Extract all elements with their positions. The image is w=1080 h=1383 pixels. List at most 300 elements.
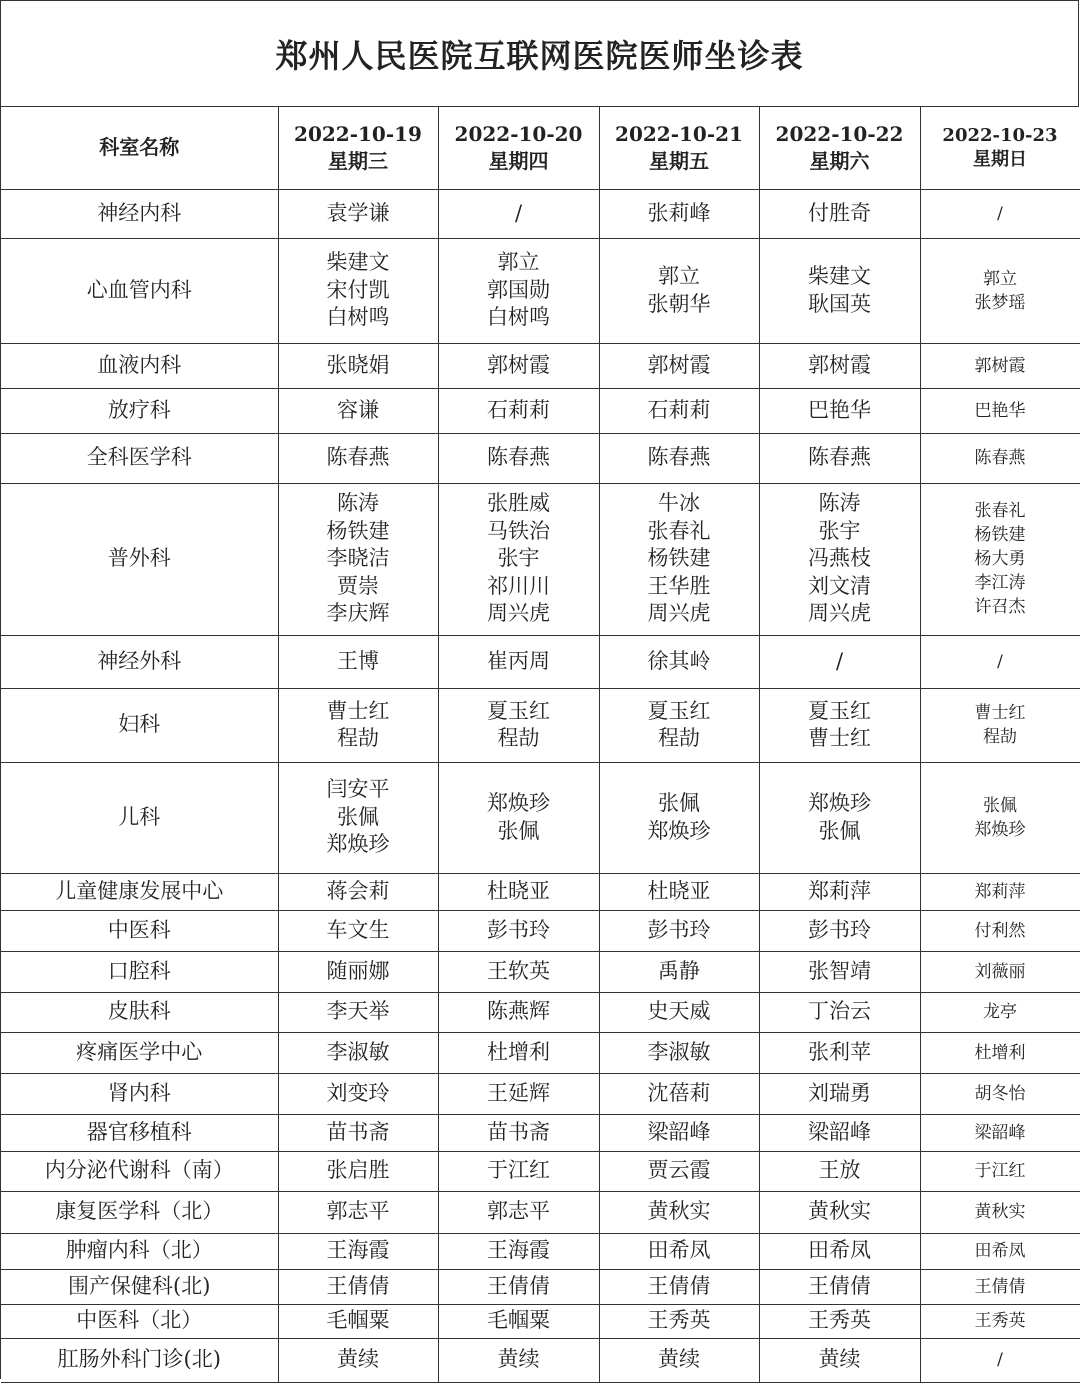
doctor-cell bbox=[599, 635, 759, 688]
doctor-cell bbox=[920, 1073, 1080, 1114]
table-row bbox=[1, 433, 1080, 483]
doctor-name: 郭立 bbox=[983, 268, 1017, 289]
doctor-name: 容谦 bbox=[337, 397, 379, 422]
table-row bbox=[1, 1114, 1080, 1151]
doctor-name: 张佩 bbox=[983, 795, 1017, 816]
doctor-name: 贾云霞 bbox=[647, 1158, 711, 1183]
doctor-name: 李淑敏 bbox=[647, 1039, 711, 1064]
doctor-cell bbox=[920, 1151, 1080, 1191]
doctor-cell bbox=[920, 1032, 1080, 1073]
doctor-name: 张佩 bbox=[658, 791, 700, 815]
dept-cell: 中医科 bbox=[1, 910, 278, 951]
doctor-cell bbox=[920, 910, 1080, 951]
doctor-name: 周兴虎 bbox=[808, 601, 871, 626]
doctor-name: 程劼 bbox=[497, 726, 540, 750]
doctor-name: 郭树霞 bbox=[487, 352, 550, 377]
doctor-cell bbox=[438, 1191, 599, 1233]
doctor-cell bbox=[759, 951, 920, 992]
doctor-name: 张春礼 bbox=[647, 518, 711, 543]
doctor-name: 陈涛 bbox=[337, 491, 379, 516]
doctor-name: 梁韶峰 bbox=[808, 1119, 871, 1144]
table-row bbox=[1, 1304, 1080, 1338]
doctor-name: 张晓娟 bbox=[326, 352, 390, 377]
doctor-name: 张梦瑶 bbox=[974, 292, 1026, 313]
doctor-cell bbox=[599, 483, 759, 635]
doctor-name: 张朝华 bbox=[647, 291, 711, 316]
doctor-cell bbox=[438, 1304, 599, 1338]
dept-cell: 全科医学科 bbox=[1, 433, 278, 483]
doctor-name: 杨铁建 bbox=[647, 546, 711, 571]
doctor-name: 杨铁建 bbox=[974, 525, 1026, 545]
doctor-cell bbox=[438, 762, 599, 873]
doctor-name: 彭书玲 bbox=[647, 917, 711, 942]
doctor-name: 郭树霞 bbox=[647, 352, 711, 377]
doctor-cell bbox=[278, 1151, 438, 1191]
table-row bbox=[1, 1233, 1080, 1269]
doctor-name: 曹士红 bbox=[974, 703, 1026, 723]
doctor-cell bbox=[920, 1233, 1080, 1269]
table-row bbox=[1, 343, 1080, 388]
doctor-name: 程劼 bbox=[983, 727, 1017, 747]
doctor-name: 于江红 bbox=[974, 1161, 1026, 1181]
doctor-name: 石莉莉 bbox=[647, 397, 711, 422]
doctor-name: 王海霞 bbox=[487, 1238, 550, 1263]
doctor-cell bbox=[920, 1304, 1080, 1338]
doctor-name: 王秀英 bbox=[974, 1311, 1026, 1331]
doctor-name: / bbox=[514, 200, 523, 225]
doctor-name: 毛帼粟 bbox=[487, 1308, 550, 1333]
doctor-name: 张利苹 bbox=[808, 1039, 871, 1064]
doctor-cell bbox=[278, 1191, 438, 1233]
doctor-name: 郭立 bbox=[497, 250, 540, 275]
doctor-name: 田希凤 bbox=[647, 1238, 711, 1263]
doctor-name: 王倩倩 bbox=[647, 1273, 711, 1298]
dept-cell: 放疗科 bbox=[1, 388, 278, 433]
dept-cell: 神经内科 bbox=[1, 189, 278, 238]
doctor-name: 于江红 bbox=[487, 1158, 550, 1183]
doctor-name: 袁学谦 bbox=[326, 200, 390, 225]
doctor-name: 夏玉红 bbox=[808, 698, 871, 723]
dept-cell: 肿瘤内科（北） bbox=[1, 1233, 278, 1269]
table-row bbox=[1, 910, 1080, 951]
doctor-name: 李天举 bbox=[326, 999, 390, 1024]
doctor-cell bbox=[438, 1151, 599, 1191]
doctor-name: 夏玉红 bbox=[647, 698, 711, 723]
doctor-name: 程劼 bbox=[658, 726, 700, 750]
doctor-cell bbox=[759, 483, 920, 635]
doctor-cell bbox=[438, 1233, 599, 1269]
doctor-cell bbox=[438, 992, 599, 1032]
doctor-name: 闫安平 bbox=[326, 777, 390, 802]
doctor-name: 李庆辉 bbox=[326, 601, 390, 626]
doctor-name: 徐其岭 bbox=[647, 648, 711, 673]
dept-cell: 口腔科 bbox=[1, 951, 278, 992]
doctor-cell bbox=[759, 189, 920, 238]
table-row bbox=[1, 1338, 1080, 1382]
day-header: 2022-10-20 星期四 bbox=[438, 107, 599, 189]
doctor-cell bbox=[278, 992, 438, 1032]
doctor-name: 禹静 bbox=[658, 958, 700, 983]
doctor-cell bbox=[278, 1032, 438, 1073]
dept-cell: 内分泌代谢科（南） bbox=[1, 1151, 278, 1191]
doctor-cell bbox=[278, 189, 438, 238]
doctor-name: 随丽娜 bbox=[326, 958, 390, 983]
doctor-cell bbox=[278, 1269, 438, 1304]
doctor-cell bbox=[759, 1032, 920, 1073]
doctor-name: 陈春燕 bbox=[326, 445, 390, 470]
doctor-name: 许召杰 bbox=[974, 597, 1026, 617]
doctor-name: 张莉峰 bbox=[647, 200, 711, 225]
doctor-cell bbox=[278, 1304, 438, 1338]
doctor-name: 陈春燕 bbox=[974, 448, 1026, 468]
table-row bbox=[1, 992, 1080, 1032]
doctor-cell bbox=[278, 1073, 438, 1114]
dept-cell: 中医科（北） bbox=[1, 1304, 278, 1338]
doctor-cell bbox=[759, 1233, 920, 1269]
doctor-name: 陈春燕 bbox=[808, 445, 871, 470]
doctor-cell bbox=[920, 483, 1080, 635]
doctor-cell bbox=[920, 992, 1080, 1032]
doctor-name: 刘薇丽 bbox=[974, 961, 1026, 982]
page-title: 郑州人民医院互联网医院医师坐诊表 bbox=[1, 1, 1079, 107]
doctor-name: 刘文清 bbox=[808, 573, 871, 598]
doctor-name: 梁韶峰 bbox=[974, 1122, 1026, 1143]
doctor-cell bbox=[599, 1032, 759, 1073]
doctor-cell bbox=[278, 343, 438, 388]
doctor-name: 彭书玲 bbox=[487, 917, 550, 942]
doctor-cell bbox=[438, 688, 599, 762]
doctor-name: 程劼 bbox=[337, 726, 379, 750]
doctor-name: 李晓洁 bbox=[326, 546, 390, 571]
doctor-name: 郭志平 bbox=[487, 1199, 550, 1224]
doctor-name: 梁韶峰 bbox=[647, 1119, 711, 1144]
doctor-cell bbox=[599, 1269, 759, 1304]
doctor-name: 王放 bbox=[818, 1158, 861, 1183]
doctor-cell bbox=[759, 1151, 920, 1191]
doctor-name: 柴建文 bbox=[326, 250, 390, 275]
doctor-name: 王倩倩 bbox=[326, 1273, 390, 1298]
table-row bbox=[1, 483, 1080, 635]
doctor-cell bbox=[759, 762, 920, 873]
doctor-cell bbox=[438, 388, 599, 433]
doctor-cell bbox=[920, 189, 1080, 238]
doctor-name: 杨铁建 bbox=[326, 518, 390, 543]
doctor-name: 李江涛 bbox=[974, 573, 1026, 593]
doctor-cell bbox=[438, 873, 599, 910]
doctor-cell bbox=[278, 1114, 438, 1151]
doctor-name: 黄秋实 bbox=[808, 1199, 871, 1224]
dept-cell: 皮肤科 bbox=[1, 992, 278, 1032]
doctor-name: / bbox=[997, 651, 1003, 672]
doctor-cell bbox=[920, 1338, 1080, 1382]
doctor-cell bbox=[438, 635, 599, 688]
doctor-cell bbox=[599, 189, 759, 238]
dept-cell: 儿科 bbox=[1, 762, 278, 873]
doctor-cell bbox=[759, 343, 920, 388]
doctor-name: 陈春燕 bbox=[487, 445, 550, 470]
doctor-name: 郭树霞 bbox=[974, 355, 1026, 376]
doctor-name: 胡冬怡 bbox=[974, 1083, 1026, 1104]
doctor-name: 张宇 bbox=[497, 546, 540, 571]
table-row bbox=[1, 189, 1080, 238]
doctor-cell bbox=[759, 1191, 920, 1233]
doctor-name: / bbox=[997, 1350, 1003, 1370]
doctor-cell bbox=[759, 688, 920, 762]
doctor-name: 巴艳华 bbox=[808, 397, 871, 422]
doctor-name: 曹士红 bbox=[326, 698, 390, 723]
dept-cell: 肛肠外科门诊(北) bbox=[1, 1338, 278, 1382]
doctor-name: 马铁治 bbox=[487, 518, 550, 543]
doctor-cell bbox=[920, 635, 1080, 688]
doctor-name: 王海霞 bbox=[326, 1238, 390, 1263]
doctor-cell bbox=[599, 1151, 759, 1191]
doctor-name: / bbox=[997, 203, 1003, 224]
doctor-name: 张启胜 bbox=[326, 1158, 390, 1183]
doctor-name: 刘变玲 bbox=[326, 1080, 390, 1105]
doctor-cell bbox=[438, 1032, 599, 1073]
doctor-name: 郑莉萍 bbox=[974, 881, 1026, 902]
doctor-cell bbox=[599, 1073, 759, 1114]
doctor-cell bbox=[599, 688, 759, 762]
doctor-cell bbox=[438, 1073, 599, 1114]
doctor-cell bbox=[599, 992, 759, 1032]
doctor-name: 车文生 bbox=[326, 917, 390, 942]
dept-cell: 血液内科 bbox=[1, 343, 278, 388]
doctor-name: 陈春燕 bbox=[647, 445, 711, 470]
doctor-name: 崔丙周 bbox=[487, 648, 550, 673]
doctor-name: 夏玉红 bbox=[487, 698, 550, 723]
doctor-cell bbox=[438, 951, 599, 992]
doctor-name: 陈涛 bbox=[818, 491, 861, 516]
doctor-name: 杨大勇 bbox=[974, 549, 1026, 569]
doctor-cell bbox=[920, 388, 1080, 433]
doctor-cell bbox=[759, 1269, 920, 1304]
schedule-table bbox=[1, 107, 1080, 1383]
doctor-cell bbox=[920, 873, 1080, 910]
doctor-name: 苗书斋 bbox=[326, 1119, 390, 1144]
doctor-cell bbox=[920, 1191, 1080, 1233]
table-row bbox=[1, 1191, 1080, 1233]
doctor-name: 石莉莉 bbox=[487, 397, 550, 422]
doctor-cell bbox=[278, 910, 438, 951]
doctor-name: 郭立 bbox=[658, 264, 700, 288]
doctor-cell bbox=[759, 1073, 920, 1114]
doctor-name: 史天威 bbox=[647, 999, 711, 1024]
doctor-cell bbox=[599, 951, 759, 992]
doctor-cell bbox=[278, 483, 438, 635]
doctor-cell bbox=[278, 388, 438, 433]
doctor-cell bbox=[599, 762, 759, 873]
doctor-cell bbox=[759, 1304, 920, 1338]
doctor-name: 付利然 bbox=[974, 920, 1026, 941]
doctor-name: 龙亭 bbox=[983, 1002, 1017, 1022]
doctor-name: 田希凤 bbox=[808, 1238, 871, 1263]
doctor-name: 王倩倩 bbox=[487, 1273, 550, 1298]
doctor-name: 王倩倩 bbox=[974, 1276, 1026, 1297]
doctor-name: 牛冰 bbox=[658, 491, 700, 516]
doctor-name: 毛帼粟 bbox=[326, 1308, 390, 1333]
doctor-cell bbox=[438, 1338, 599, 1382]
doctor-name: 张胜威 bbox=[487, 491, 550, 516]
doctor-cell bbox=[599, 1304, 759, 1338]
doctor-name: 郭国勋 bbox=[487, 277, 550, 302]
doctor-name: 郑焕珍 bbox=[974, 819, 1026, 840]
doctor-name: 蒋会莉 bbox=[326, 878, 390, 903]
dept-cell: 神经外科 bbox=[1, 635, 278, 688]
doctor-name: 彭书玲 bbox=[808, 917, 871, 942]
doctor-name: 田希凤 bbox=[974, 1241, 1026, 1261]
doctor-cell bbox=[278, 433, 438, 483]
doctor-cell bbox=[278, 688, 438, 762]
dept-cell: 肾内科 bbox=[1, 1073, 278, 1114]
doctor-cell bbox=[599, 238, 759, 343]
doctor-cell bbox=[438, 189, 599, 238]
doctor-name: 郑焕珍 bbox=[808, 791, 871, 815]
doctor-name: 张智靖 bbox=[808, 958, 871, 983]
doctor-name: 张佩 bbox=[818, 818, 861, 843]
doctor-cell bbox=[759, 910, 920, 951]
doctor-name: 黄续 bbox=[337, 1347, 379, 1372]
doctor-cell bbox=[438, 483, 599, 635]
doctor-cell bbox=[920, 433, 1080, 483]
doctor-name: 郑焕珍 bbox=[326, 832, 390, 857]
doctor-cell bbox=[599, 388, 759, 433]
day-header: 2022-10-23 星期日 bbox=[920, 107, 1080, 189]
doctor-cell bbox=[920, 238, 1080, 343]
table-row bbox=[1, 1151, 1080, 1191]
doctor-cell bbox=[759, 1338, 920, 1382]
doctor-name: 白树鸣 bbox=[326, 305, 390, 330]
doctor-name: 丁治云 bbox=[808, 999, 871, 1024]
day-header: 2022-10-21 星期五 bbox=[599, 107, 759, 189]
doctor-cell bbox=[278, 951, 438, 992]
table-row bbox=[1, 688, 1080, 762]
doctor-name: 黄续 bbox=[497, 1347, 540, 1372]
doctor-cell bbox=[759, 238, 920, 343]
doctor-name: 宋付凯 bbox=[326, 277, 390, 302]
table-row bbox=[1, 873, 1080, 910]
doctor-cell bbox=[599, 343, 759, 388]
dept-cell: 妇科 bbox=[1, 688, 278, 762]
dept-cell: 围产保健科(北) bbox=[1, 1269, 278, 1304]
doctor-cell bbox=[599, 1338, 759, 1382]
doctor-name: 张佩 bbox=[337, 804, 379, 829]
schedule-body bbox=[1, 189, 1080, 1382]
doctor-cell bbox=[759, 635, 920, 688]
doctor-cell bbox=[920, 762, 1080, 873]
doctor-cell bbox=[278, 873, 438, 910]
doctor-name: 周兴虎 bbox=[647, 601, 711, 626]
doctor-name: 张宇 bbox=[818, 518, 861, 543]
doctor-name: 王博 bbox=[337, 648, 379, 673]
doctor-cell bbox=[438, 433, 599, 483]
doctor-name: 郭树霞 bbox=[808, 352, 871, 377]
doctor-name: 沈蓓莉 bbox=[647, 1080, 711, 1105]
doctor-cell bbox=[438, 1269, 599, 1304]
doctor-cell bbox=[599, 873, 759, 910]
doctor-name: 郑焕珍 bbox=[647, 818, 711, 843]
table-row bbox=[1, 762, 1080, 873]
doctor-name: 耿国英 bbox=[808, 291, 871, 316]
doctor-name: 王软英 bbox=[487, 958, 550, 983]
doctor-name: 柴建文 bbox=[808, 264, 871, 288]
day-header: 2022-10-19 星期三 bbox=[278, 107, 438, 189]
day-header: 2022-10-22 星期六 bbox=[759, 107, 920, 189]
doctor-name: 陈燕辉 bbox=[487, 999, 550, 1024]
doctor-cell bbox=[759, 992, 920, 1032]
table-row bbox=[1, 1032, 1080, 1073]
doctor-name: 王秀英 bbox=[647, 1308, 711, 1333]
doctor-cell bbox=[599, 1233, 759, 1269]
doctor-name: 王倩倩 bbox=[808, 1273, 871, 1298]
doctor-cell bbox=[759, 1114, 920, 1151]
doctor-name: 杜晓亚 bbox=[487, 878, 550, 903]
doctor-cell bbox=[599, 433, 759, 483]
table-row bbox=[1, 388, 1080, 433]
doctor-cell bbox=[438, 238, 599, 343]
doctor-name: 冯燕枝 bbox=[808, 546, 871, 571]
doctor-name: 杜晓亚 bbox=[647, 878, 711, 903]
table-row bbox=[1, 951, 1080, 992]
dept-cell: 器官移植科 bbox=[1, 1114, 278, 1151]
table-row bbox=[1, 238, 1080, 343]
doctor-cell bbox=[599, 1191, 759, 1233]
doctor-name: 张春礼 bbox=[974, 501, 1026, 521]
doctor-name: 李淑敏 bbox=[326, 1039, 390, 1064]
doctor-cell bbox=[438, 343, 599, 388]
dept-header: 科室名称 bbox=[1, 107, 278, 189]
doctor-cell bbox=[278, 635, 438, 688]
doctor-name: 苗书斋 bbox=[487, 1119, 550, 1144]
doctor-name: 白树鸣 bbox=[487, 305, 550, 330]
doctor-cell bbox=[759, 873, 920, 910]
dept-cell: 疼痛医学中心 bbox=[1, 1032, 278, 1073]
doctor-name: 杜增利 bbox=[974, 1042, 1026, 1063]
doctor-cell bbox=[278, 1338, 438, 1382]
doctor-cell bbox=[920, 951, 1080, 992]
table-row bbox=[1, 1073, 1080, 1114]
doctor-name: 付胜奇 bbox=[808, 200, 871, 225]
doctor-cell bbox=[438, 1114, 599, 1151]
doctor-name: 王秀英 bbox=[808, 1308, 871, 1333]
doctor-name: 张佩 bbox=[497, 818, 540, 843]
doctor-cell bbox=[759, 388, 920, 433]
doctor-name: 周兴虎 bbox=[487, 601, 550, 626]
doctor-name: 王华胜 bbox=[647, 573, 711, 598]
table-row bbox=[1, 635, 1080, 688]
doctor-cell bbox=[278, 762, 438, 873]
doctor-name: 郑莉萍 bbox=[808, 878, 871, 903]
dept-cell: 心血管内科 bbox=[1, 238, 278, 343]
doctor-cell bbox=[759, 433, 920, 483]
doctor-name: 王延辉 bbox=[487, 1080, 550, 1105]
doctor-cell bbox=[920, 343, 1080, 388]
doctor-cell bbox=[278, 238, 438, 343]
dept-cell: 康复医学科（北） bbox=[1, 1191, 278, 1233]
doctor-name: 郭志平 bbox=[326, 1199, 390, 1224]
doctor-name: 杜增利 bbox=[487, 1039, 550, 1064]
doctor-name: 曹士红 bbox=[808, 726, 871, 750]
dept-cell: 普外科 bbox=[1, 483, 278, 635]
header-row bbox=[1, 107, 1080, 189]
doctor-name: 贾崇 bbox=[337, 573, 379, 598]
doctor-name: 祁川川 bbox=[487, 573, 550, 598]
doctor-cell bbox=[920, 1114, 1080, 1151]
doctor-cell bbox=[438, 910, 599, 951]
doctor-cell bbox=[920, 688, 1080, 762]
doctor-name: 黄续 bbox=[818, 1347, 861, 1372]
doctor-name: 黄秋实 bbox=[974, 1202, 1026, 1222]
